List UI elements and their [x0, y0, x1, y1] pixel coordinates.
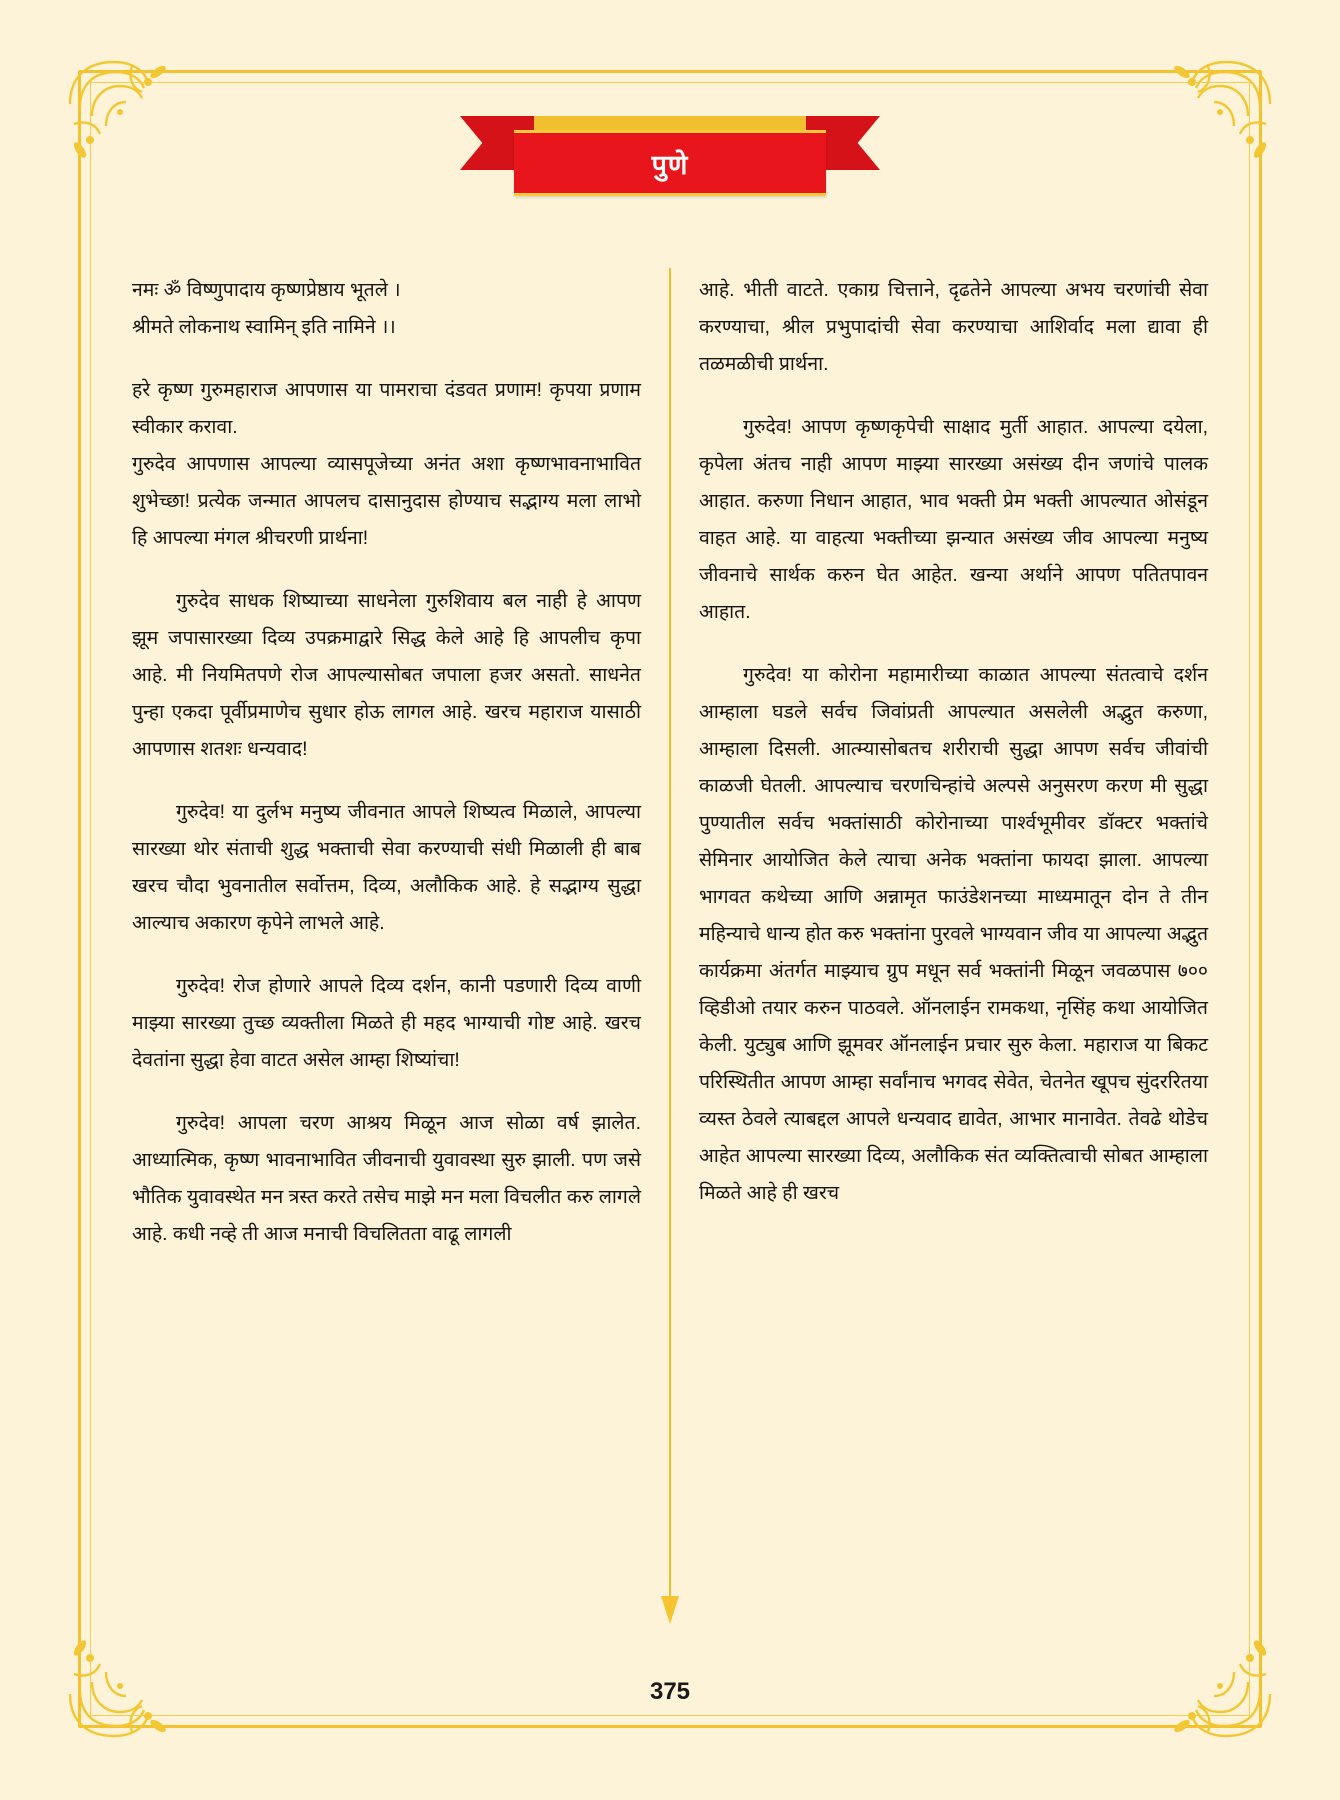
paragraph: आहे. भीती वाटते. एकाग्र चित्ताने, दृढतेने आपल्या अभय चरणांची सेवा करण्याचा, श्रील प्रभुपादांची सेवा करण्याचा आशिर्वाद मला द्यावा ही तळमळीची प्रार्थना.: [699, 279, 1208, 375]
verse-line-2: श्रीमते लोकनाथ स्वामिन् इति नामिने ।।: [132, 316, 396, 338]
paragraph: गुरुदेव! आपण कृष्णकृपेची साक्षाद मुर्ती आहात. आपल्या दयेला, कृपेला अंतच नाही आपण माझ्या सारख्या असंख्य दीन जणांचे पालक आहात. करुणा निधान आहात, भाव भक्ती प्रेम भक्ती आपल्यात ओसंडून वाहत आहे. या वाहत्या भक्तीच्या झन्यात असंख्य जीव आपल्या मनुष्य जीवनाचे सार्थक करुन घेत आहेत. खन्या अर्थाने आपण पतितपावन आहात.: [699, 416, 1208, 623]
paragraph: गुरुदेव! रोज होणारे आपले दिव्य दर्शन, कानी पडणारी दिव्य वाणी माझ्या सारख्या तुच्छ व्यक्तीला मिळते ही महद भाग्याची गोष्ट आहे. खरच देवतांना सुद्धा हेवा वाटत असेल आम्हा शिष्यांचा!: [132, 975, 641, 1071]
paragraph: गुरुदेव साधक शिष्याच्या साधनेला गुरुशिवाय बल नाही हे आपण झूम जपासारख्या दिव्य उपक्रमाद्वारे सिद्ध केले आहे हि आपलीच कृपा आहे. मी नियमितपणे रोज आपल्यासोबत जपाला हजर असतो. साधनेत पुन्हा एकदा पूर्वीप्रमाणेच सुधार होऊ लागल आहे. खरच महाराज यासाठी आपणास शतशः धन्यवाद!: [132, 590, 641, 760]
paragraph: गुरुदेव आपणास आपल्या व्यासपूजेच्या अनंत अशा कृष्णभावनाभावित शुभेच्छा! प्रत्येक जन्मात आपलच दासानुदास होण्याच सद्भाग्य मला लाभो हि आपल्या मंगल श्रीचरणी प्रार्थना!: [132, 453, 641, 549]
divider-arrow-icon: [661, 1596, 679, 1624]
verse-line-1: नमः ॐ विष्णुपादाय कृष्णप्रेष्ठाय भूतले ।: [132, 279, 401, 301]
ribbon-graphic: [460, 108, 880, 194]
paragraph: गुरुदेव! आपला चरण आश्रय मिळून आज सोळा वर्ष झालेत. आध्यात्मिक, कृष्ण भावनाभावित जीवनाची युवावस्था सुरु झाली. पण जसे भौतिक युवावस्थेत मन त्रस्त करते तसेच माझे मन मला विचलीत करु लागले आहे. कधी नव्हे ती आज मनाची विचलितता वाढू लागली: [132, 1112, 641, 1245]
banner-title: पुणे: [651, 149, 689, 180]
banner: [0, 108, 1340, 194]
divider-line: [669, 268, 671, 1598]
page-number: 375: [632, 1678, 708, 1706]
ribbon-band: [514, 130, 826, 196]
paragraph: गुरुदेव! या कोरोना महामारीच्या काळात आपल्या संतत्वाचे दर्शन आम्हाला घडले सर्वच जिवांप्रती आपल्यात असलेली अद्भुत करुणा, आम्हाला दिसली. आत्म्यासोबतच शरीराची सुद्धा आपण सर्वच जीवांची काळजी घेतली. आपल्याच चरणचिन्हांचे अल्पसे अनुसरण करण मी सुद्धा पुण्यातील सर्वच भक्तांसाठी कोरोनाच्या पार्श्वभूमीवर डॉक्टर भक्तांचे सेमिनार आयोजित केले त्याचा अनेक भक्तांना फायदा झाला. आपल्या भागवत कथेच्या आणि अन्नामृत फाउंडेशनच्या माध्यमातून दोन ते तीन महिन्याचे धान्य होत करु भक्तांना पुरवले भाग्यवान जीव या आपल्या अद्भुत कार्यक्रमा अंतर्गत माझ्याच ग्रुप मधून सर्व भक्तांनी मिळून जवळपास ७०० व्हिडीओ तयार करुन पाठवले. ऑनलाईन रामकथा, नृसिंह कथा आयोजित केली. युट्युब आणि झूमवर ऑनलाईन प्रचार सुरु केला. महाराज या बिकट परिस्थितीत आपण आम्हा सर्वांनाच भगवद सेवेत, चेतनेत खूपच सुंदररितया व्यस्त ठेवले त्याबद्दल आपले धन्यवाद द्यावेत, आभार मानावेत. तेवढे थोडेच आहेत आपल्या सारख्या दिव्य, अलौकिक संत व्यक्तित्वाची सोबत आम्हाला मिळते आहे ही खरच: [699, 664, 1208, 1204]
paragraph: हरे कृष्ण गुरुमहाराज आपणास या पामराचा दंडवत प्रणाम! कृपया प्रणाम स्वीकार करावा.: [132, 379, 641, 438]
page-footer: [0, 1678, 1340, 1706]
paragraph: गुरुदेव! या दुर्लभ मनुष्य जीवनात आपले शिष्यत्व मिळाले, आपल्या सारख्या थोर संताची शुद्ध भक्ताची सेवा करण्याची संधी मिळाली ही बाब खरच चौदा भुवनातील सर्वोत्तम, दिव्य, अलौकिक आहे. हे सद्भाग्य सुद्धा आल्याच अकारण कृपेने लाभले आहे.: [132, 801, 641, 934]
column-divider: [661, 268, 679, 1632]
right-column: [699, 272, 1208, 1650]
left-column: [132, 272, 641, 1650]
